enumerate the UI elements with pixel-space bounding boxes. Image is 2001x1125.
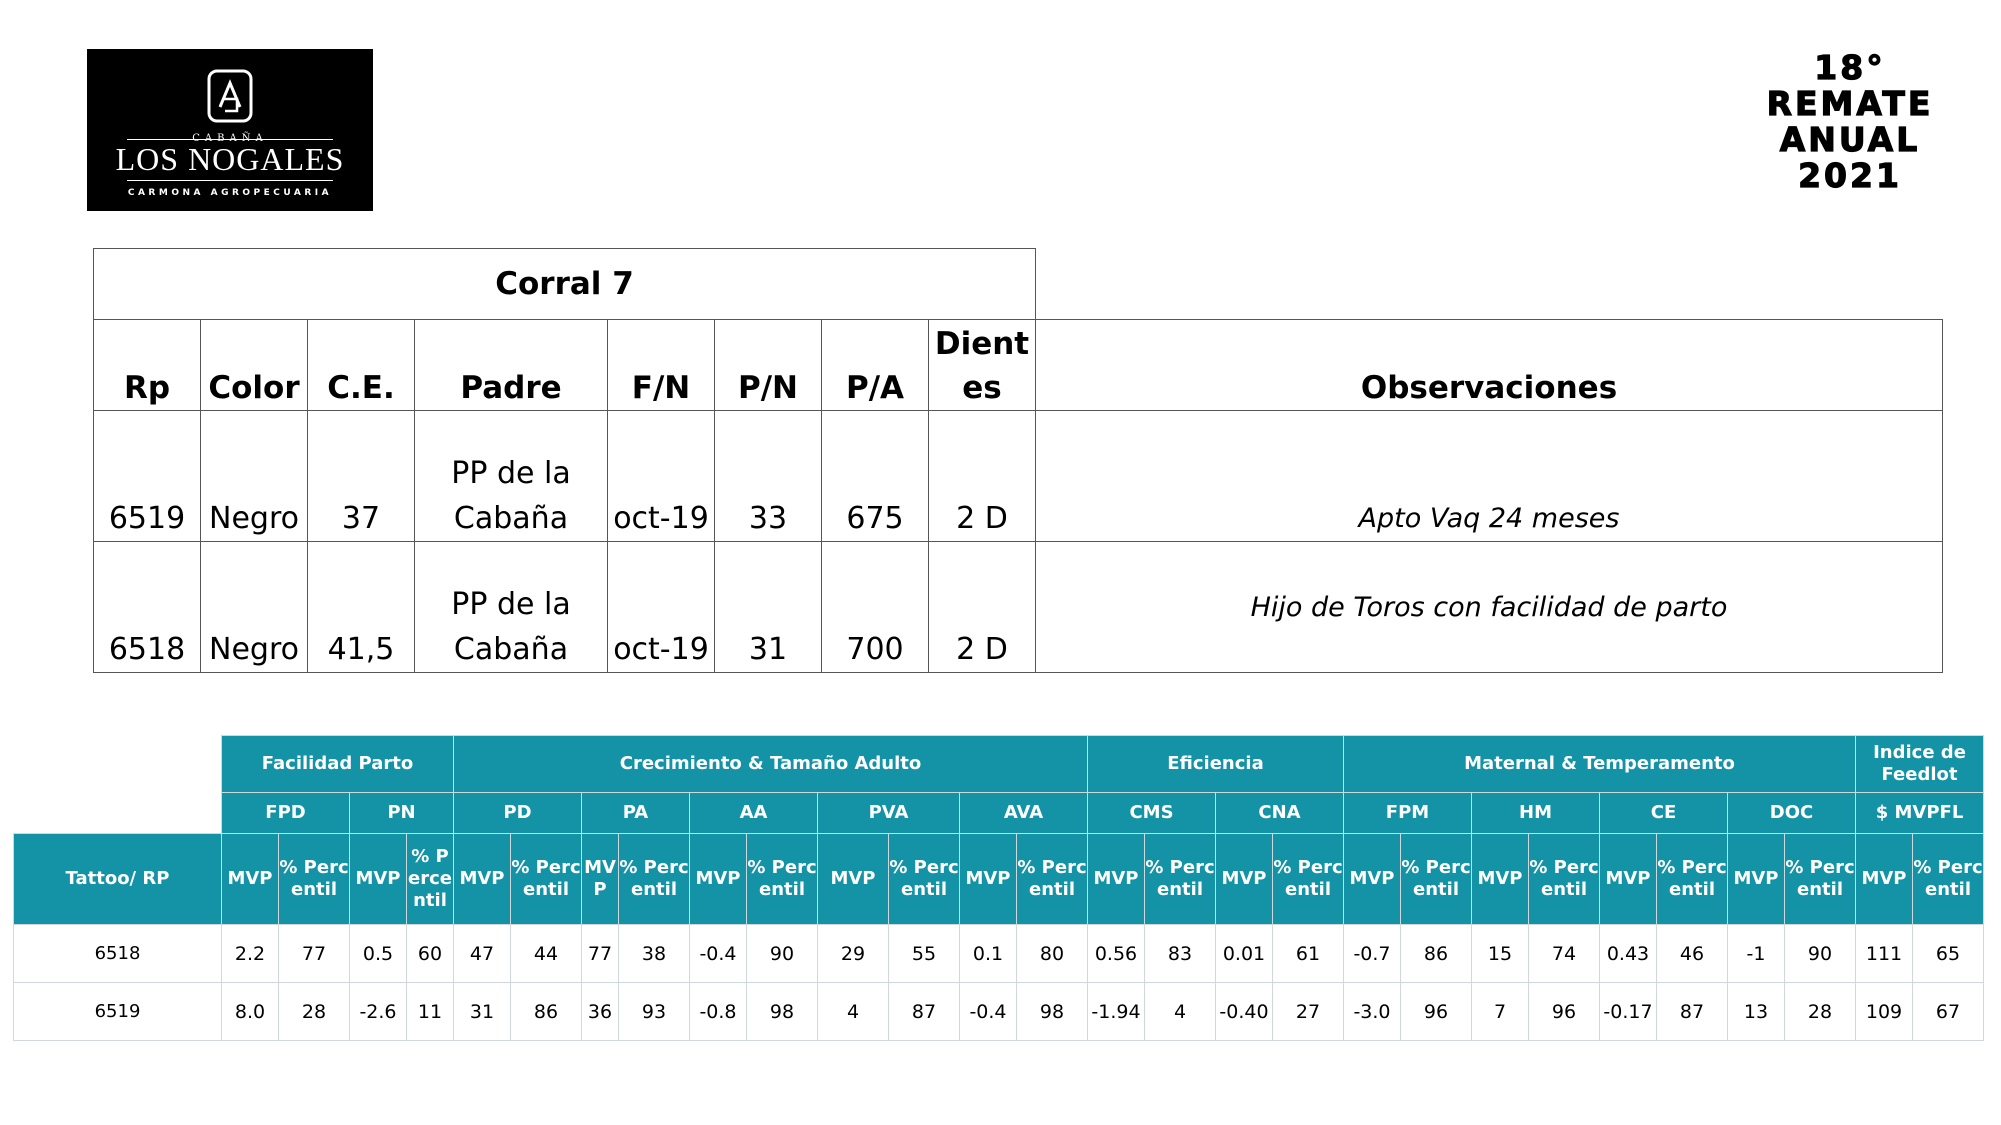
cell-value: 29 (818, 925, 889, 983)
cell-pn: 31 (715, 542, 822, 673)
cell-value: 55 (889, 925, 960, 983)
logo-brand-text: LOS NOGALES (115, 141, 345, 177)
cell-rp: 6519 (94, 411, 201, 542)
cell-value: 67 (1913, 983, 1984, 1041)
cell-value: 44 (511, 925, 582, 983)
cell-value: 90 (1785, 925, 1856, 983)
header-tattoo: Tattoo/ RP (14, 834, 222, 925)
header-percentil: % Percentil (407, 834, 454, 925)
header-mvp: MVP (818, 834, 889, 925)
trait-pn: PN (350, 793, 454, 834)
cell-value: -0.40 (1216, 983, 1273, 1041)
logo-sub-text: CARMONA AGROPECUARIA (127, 188, 333, 198)
event-title-line: REMATE (1766, 84, 1934, 123)
group-facilidad-parto: Facilidad Parto (222, 736, 454, 793)
trait-fpd: FPD (222, 793, 350, 834)
cell-value: 38 (619, 925, 690, 983)
header-percentil: % Percentil (511, 834, 582, 925)
cell-value: 93 (619, 983, 690, 1041)
cell-value: 77 (279, 925, 350, 983)
header-mvp: MVP (1472, 834, 1529, 925)
header-mvp: MVP (1600, 834, 1657, 925)
cell-value: 74 (1529, 925, 1600, 983)
cell-value: 87 (1657, 983, 1728, 1041)
cell-dientes: 2 D (929, 411, 1036, 542)
table-row (14, 925, 1984, 983)
cell-value: 0.1 (960, 925, 1017, 983)
group-crecimiento: Crecimiento & Tamaño Adulto (454, 736, 1088, 793)
corral-title: Corral 7 (94, 249, 1036, 320)
cell-value: -0.7 (1344, 925, 1401, 983)
header-percentil: % Percentil (889, 834, 960, 925)
header-mvp: MVP (1088, 834, 1145, 925)
cell-value: 86 (511, 983, 582, 1041)
table-row (94, 542, 1943, 673)
cell-value: 109 (1856, 983, 1913, 1041)
header-percentil: % Percentil (279, 834, 350, 925)
cell-value: 0.43 (1600, 925, 1657, 983)
cell-value: -0.4 (690, 925, 747, 983)
trait-cna: CNA (1216, 793, 1344, 834)
cell-value: -2.6 (350, 983, 407, 1041)
cell-value: 36 (582, 983, 619, 1041)
cell-dientes: 2 D (929, 542, 1036, 673)
company-logo (87, 49, 373, 211)
cell-observaciones: Apto Vaq 24 meses (1036, 411, 1943, 542)
cell-value: 47 (454, 925, 511, 983)
header-mvp: MVP (690, 834, 747, 925)
corral-table (93, 248, 1943, 673)
cell-value: 0.5 (350, 925, 407, 983)
trait-hm: HM (1472, 793, 1600, 834)
cell-value: 46 (1657, 925, 1728, 983)
cell-value: -3.0 (1344, 983, 1401, 1041)
cell-tattoo: 6518 (14, 925, 222, 983)
cell-value: 65 (1913, 925, 1984, 983)
cell-fn: oct-19 (608, 542, 715, 673)
header-percentil: % Percentil (1529, 834, 1600, 925)
cell-value: 27 (1273, 983, 1344, 1041)
cell-value: 4 (1145, 983, 1216, 1041)
cell-value: -0.4 (960, 983, 1017, 1041)
header-percentil: % Percentil (1273, 834, 1344, 925)
cell-padre: PP de la Cabaña (415, 542, 608, 673)
cell-value: 60 (407, 925, 454, 983)
cell-ce: 37 (308, 411, 415, 542)
cell-color: Negro (201, 542, 308, 673)
cell-value: 80 (1017, 925, 1088, 983)
header-mvp: MVP (582, 834, 619, 925)
trait-aa: AA (690, 793, 818, 834)
event-title-line: ANUAL (1779, 120, 1921, 159)
header-pa: P/A (822, 320, 929, 411)
cell-value: 111 (1856, 925, 1913, 983)
header-percentil: % Percentil (1145, 834, 1216, 925)
cell-value: 98 (1017, 983, 1088, 1041)
cell-value: 2.2 (222, 925, 279, 983)
header-percentil: % Percentil (747, 834, 818, 925)
header-padre: Padre (415, 320, 608, 411)
cell-tattoo: 6519 (14, 983, 222, 1041)
cell-value: 31 (454, 983, 511, 1041)
logo-rule (127, 180, 333, 181)
cell-value: 98 (747, 983, 818, 1041)
trait-pa: PA (582, 793, 690, 834)
logo-cabana-text: CABAÑA (192, 133, 268, 144)
header-color: Color (201, 320, 308, 411)
header-pn: P/N (715, 320, 822, 411)
epd-table (13, 735, 1984, 1041)
cell-value: 28 (279, 983, 350, 1041)
cell-ce: 41,5 (308, 542, 415, 673)
group-eficiencia: Eficiencia (1088, 736, 1344, 793)
header-mvp: MVP (1856, 834, 1913, 925)
table-row (14, 983, 1984, 1041)
header-percentil: % Percentil (1017, 834, 1088, 925)
trait-ava: AVA (960, 793, 1088, 834)
header-mvp: MVP (1344, 834, 1401, 925)
cell-value: 13 (1728, 983, 1785, 1041)
trait-mvpfl: $ MVPFL (1856, 793, 1984, 834)
header-fn: F/N (608, 320, 715, 411)
event-title-line: 18° (1814, 48, 1886, 87)
cell-value: 96 (1529, 983, 1600, 1041)
event-title-line: 2021 (1798, 156, 1902, 195)
header-mvp: MVP (454, 834, 511, 925)
trait-doc: DOC (1728, 793, 1856, 834)
cell-value: 4 (818, 983, 889, 1041)
cell-pn: 33 (715, 411, 822, 542)
header-dientes: Dientes (929, 320, 1036, 411)
cell-value: 61 (1273, 925, 1344, 983)
header-ce: C.E. (308, 320, 415, 411)
logo-rule (127, 139, 333, 140)
cell-observaciones: Hijo de Toros con facilidad de parto (1036, 542, 1943, 673)
cell-value: 90 (747, 925, 818, 983)
cell-value: 7 (1472, 983, 1529, 1041)
cell-value: -0.17 (1600, 983, 1657, 1041)
header-mvp: MVP (1728, 834, 1785, 925)
cell-value: 11 (407, 983, 454, 1041)
header-mvp: MVP (222, 834, 279, 925)
header-mvp: MVP (350, 834, 407, 925)
header-percentil: % Percentil (1785, 834, 1856, 925)
logo-mark-icon (205, 67, 255, 125)
cell-value: 86 (1401, 925, 1472, 983)
cell-value: 8.0 (222, 983, 279, 1041)
cell-value: 77 (582, 925, 619, 983)
cell-value: -1.94 (1088, 983, 1145, 1041)
cell-padre: PP de la Cabaña (415, 411, 608, 542)
event-title (1720, 50, 1980, 194)
trait-pd: PD (454, 793, 582, 834)
header-percentil: % Percentil (619, 834, 690, 925)
trait-cms: CMS (1088, 793, 1216, 834)
cell-value: 87 (889, 983, 960, 1041)
cell-value: 15 (1472, 925, 1529, 983)
cell-value: 83 (1145, 925, 1216, 983)
header-percentil: % Percentil (1657, 834, 1728, 925)
group-feedlot: Indice de Feedlot (1856, 736, 1984, 793)
group-maternal: Maternal & Temperamento (1344, 736, 1856, 793)
cell-value: 96 (1401, 983, 1472, 1041)
cell-pa: 700 (822, 542, 929, 673)
header-mvp: MVP (960, 834, 1017, 925)
cell-rp: 6518 (94, 542, 201, 673)
cell-value: -0.8 (690, 983, 747, 1041)
cell-value: 0.56 (1088, 925, 1145, 983)
cell-color: Negro (201, 411, 308, 542)
trait-fpm: FPM (1344, 793, 1472, 834)
cell-value: 0.01 (1216, 925, 1273, 983)
table-row (94, 411, 1943, 542)
header-observaciones: Observaciones (1036, 320, 1943, 411)
trait-ce: CE (1600, 793, 1728, 834)
header-rp: Rp (94, 320, 201, 411)
cell-value: -1 (1728, 925, 1785, 983)
cell-pa: 675 (822, 411, 929, 542)
header-mvp: MVP (1216, 834, 1273, 925)
cell-fn: oct-19 (608, 411, 715, 542)
header-percentil: % Percentil (1401, 834, 1472, 925)
trait-pva: PVA (818, 793, 960, 834)
header-percentil: % Percentil (1913, 834, 1984, 925)
cell-value: 28 (1785, 983, 1856, 1041)
